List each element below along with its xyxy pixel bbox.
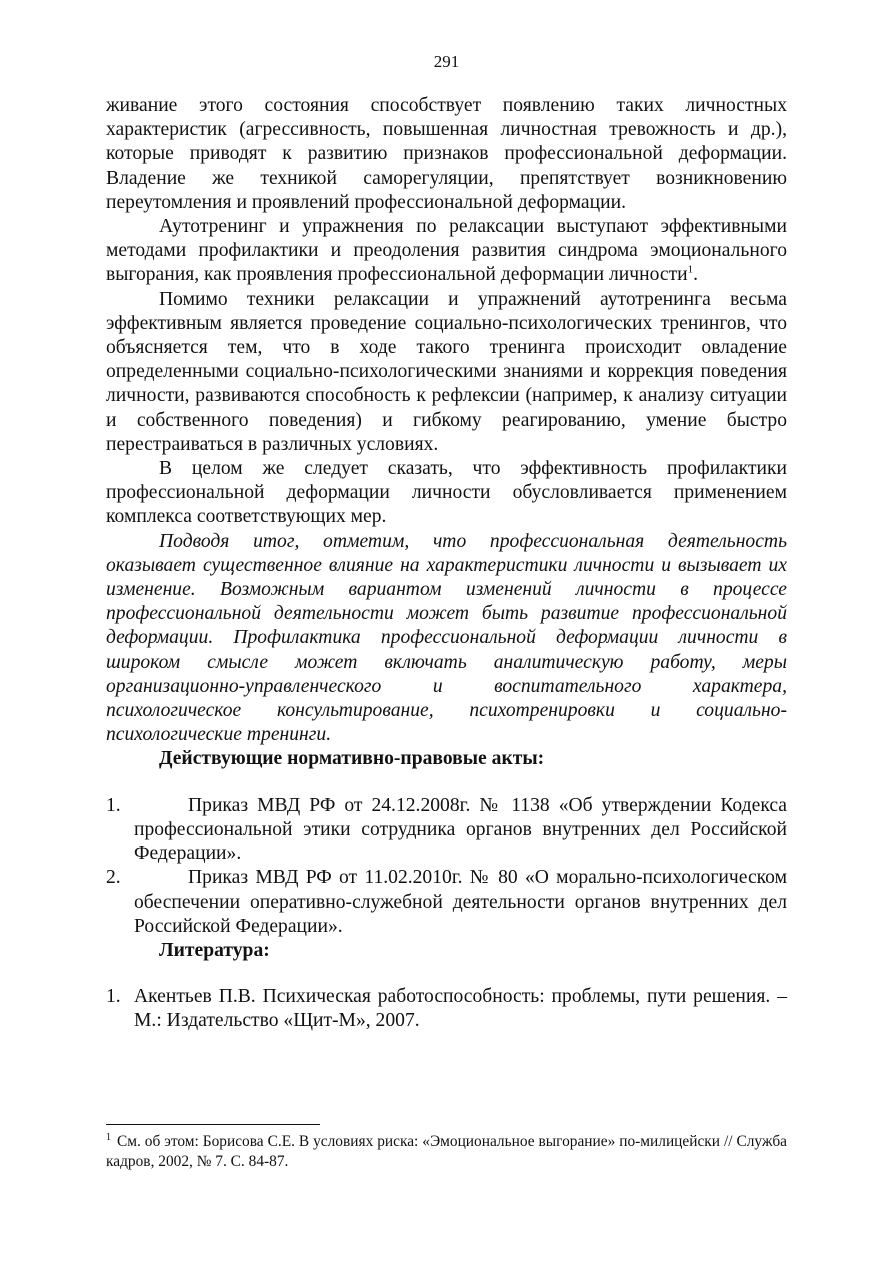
literature-item [106,985,787,1033]
paragraph-2-end: . [693,264,699,286]
footnote-mark: 1 [106,1131,111,1143]
list-item-text [134,866,787,939]
list-item-text [134,794,787,867]
list-item-text-content: Приказ МВД РФ от 24.12.2008г. № 1138 «Об утверждении Кодекса профессиональной этики сотрудника органов внутренних дел Российской Федерации». [134,794,787,865]
main-text [106,94,787,1034]
list-item [106,794,787,867]
footnote-text: См. об этом: Борисова С.Е. В условиях риска: «Эмоциональное выгорание» по-милицейски // Служба кадров, 2002, № 7. С. 84-87. [106,1133,787,1170]
legal-acts-list [106,794,787,939]
paragraph-2 [106,215,787,288]
paragraph-1: живание этого состояния способствует появлению таких личностных характеристик (агрессивность, повышенная личностная тревожность и др.), которые приводят к развитию признаков профессиональной деформации. Владение же техникой саморегуляции, препятствует возникновению переутомления и проявлений профессиональной деформации. [106,95,787,213]
list-item-text-content: Приказ МВД РФ от 11.02.2010г. № 80 «О морально-психологическом обеспечении оперативно-служебной деятельности органов внутренних дел Российской Федерации». [134,867,787,937]
paragraph-conclusion: Подводя итог, отметим, что профессиональная деятельность оказывает существенное влияние на характеристики личности и вызывает их изменение. Возможным вариантом изменений личности в процессе профессиональной деятельности может быть развитие профессиональной деформации. Профилактика профессиональной деформации личности в широком смысле может включать аналитическую работу, меры организационно-управленческого и воспитательного характера, психологическое консультирование, психотренировки и социально-психологические тренинги. [106,530,787,746]
paragraph-2-text: Аутотренинг и упражнения по релаксации выступают эффективными методами профилактики и преодоления развития синдрома эмоционального выгорания, как проявления профессиональной деформации личности [106,216,787,286]
list-item-number: 1. [106,794,121,816]
page-number: 291 [433,52,460,71]
heading-literature: Литература: [159,939,270,961]
list-item-number: 2. [106,867,121,889]
footnote [106,1132,787,1172]
footnote-divider [106,1124,320,1125]
paragraph-3: Помимо техники релаксации и упражнений аутотренинга весьма эффективным является проведение социально-психологических тренингов, что объясняется тем, что в ходе такого тренинга происходит овладение определенными социально-психологическими знаниями и коррекция поведения личности, развиваются способность к рефлексии (например, к анализу ситуации и собственного поведения) и гибкому реагированию, умение быстро перестраиваться в различных условиях. [106,288,787,455]
list-item [106,866,787,939]
heading-legal-acts: Действующие нормативно-правовые акты: [159,748,545,770]
paragraph-4: В целом же следует сказать, что эффективность профилактики профессиональной деформации личности обусловливается применением комплекса соответствующих мер. [106,458,787,528]
literature-item-number: 1. [106,986,121,1008]
footnote-reference[interactable]: 1 [687,263,694,276]
literature-item-text: Акентьев П.В. Психическая работоспособность: проблемы, пути решения. – М.: Издательство «Щит-М», 2007. [134,986,787,1032]
